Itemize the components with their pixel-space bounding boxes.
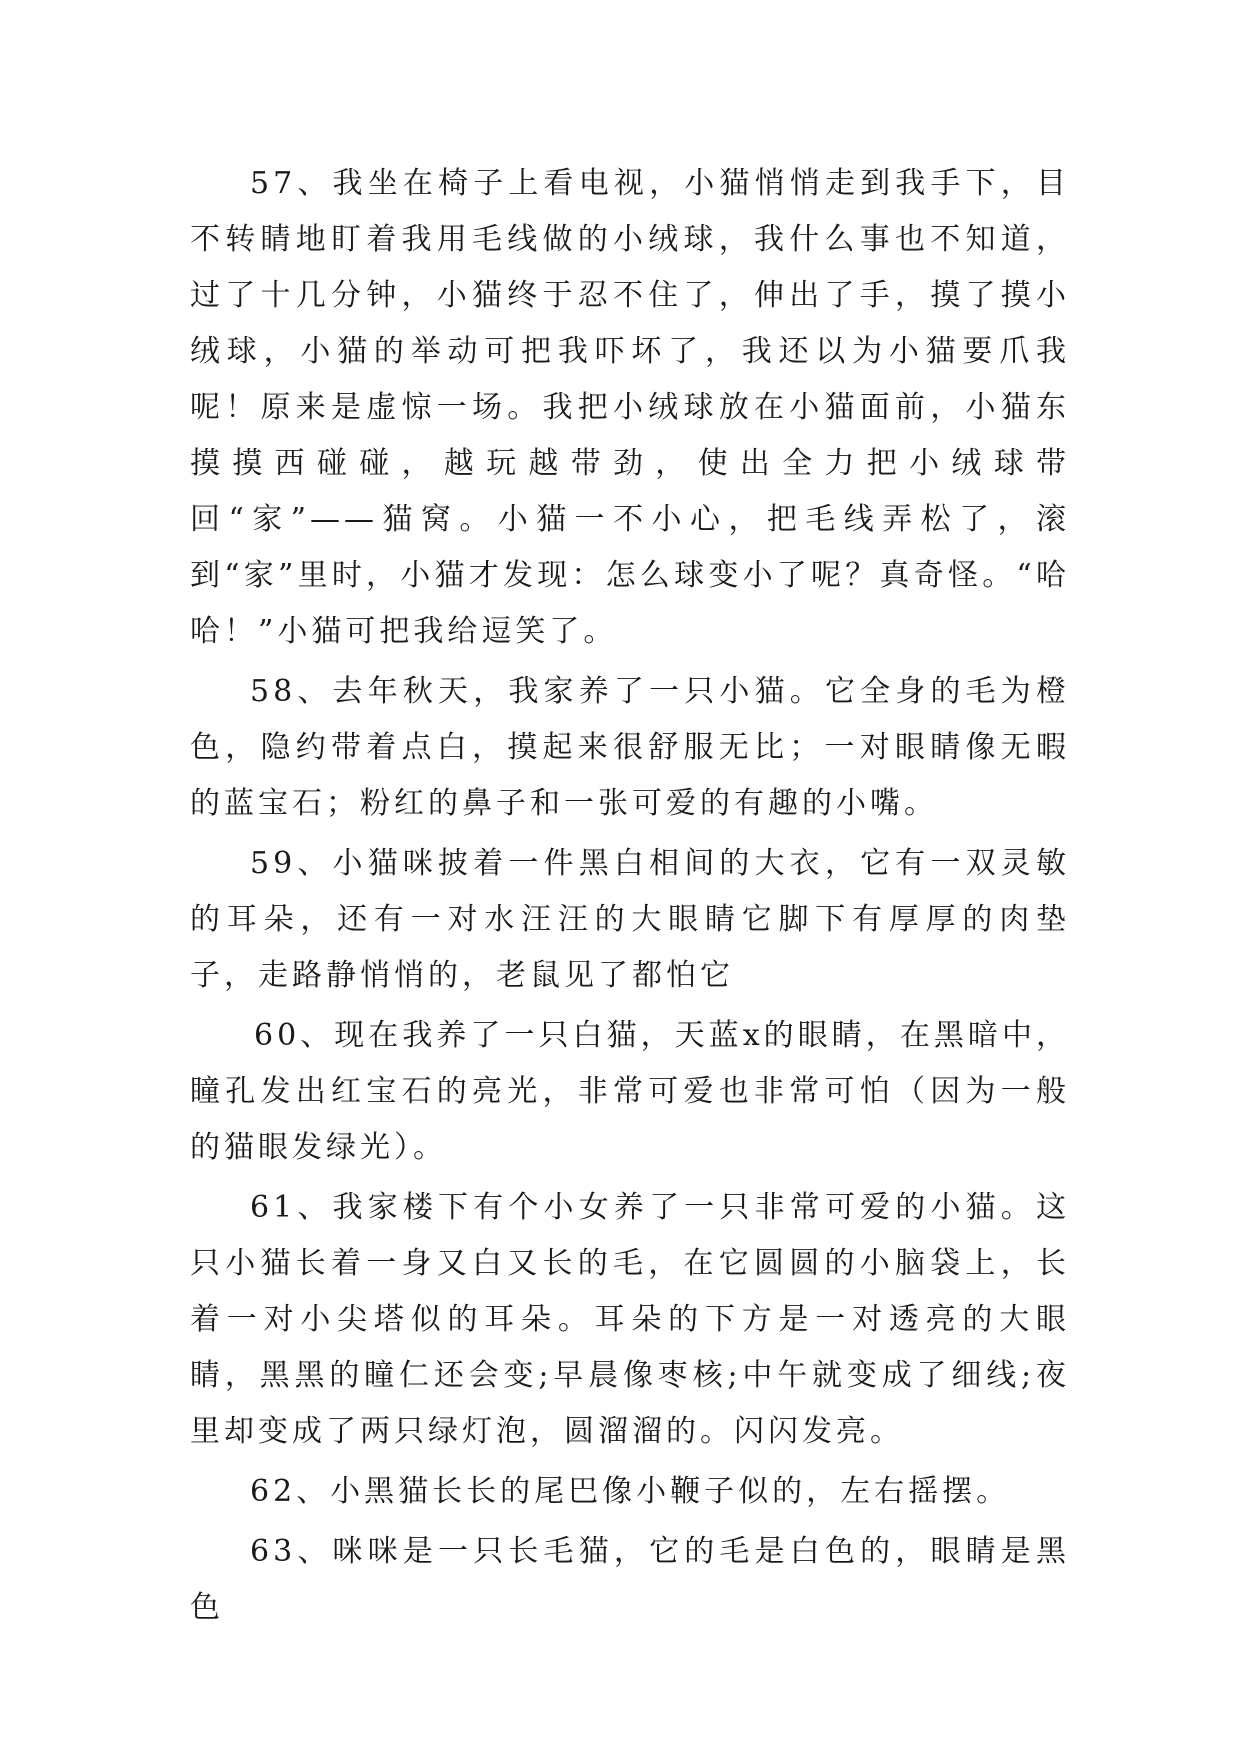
paragraph-58: 58、去年秋天，我家养了一只小猫。它全身的毛为橙色，隐约带着点白，摸起来很舒服无比；一对眼睛像无暇的蓝宝石；粉红的鼻子和一张可爱的有趣的小嘴。	[190, 674, 1070, 821]
paragraph-59: 59、小猫咪披着一件黑白相间的大衣，它有一双灵敏的耳朵，还有一对水汪汪的大眼睛它脚下有厚厚的肉垫子，走路静悄悄的，老鼠见了都怕它	[190, 846, 1070, 993]
paragraph-63: 63、咪咪是一只长毛猫，它的毛是白色的，眼睛是黑色	[190, 1534, 1070, 1625]
paragraph-62: 62、小黑猫长长的尾巴像小鞭子似的，左右摇摆。	[250, 1474, 1011, 1509]
paragraph-57: 57、我坐在椅子上看电视，小猫悄悄走到我手下，目不转睛地盯着我用毛线做的小绒球，我什么事也不知道，过了十几分钟，小猫终于忍不住了，伸出了手，摸了摸小绒球，小猫的举动可把我吓坏了，我还以为小猫要爪我呢！原来是虚惊一场。我把小绒球放在小猫面前，小猫东摸摸西碰碰，越玩越带劲，使出全力把小绒球带回“家”——猫窝。小猫一不小心，把毛线弄松了，滚到“家”里时，小猫才发现：怎么球变小了呢？真奇怪。“哈哈！”小猫可把我给逗笑了。	[190, 166, 1070, 649]
paragraph-61: 61、我家楼下有个小女养了一只非常可爱的小猫。这只小猫长着一身又白又长的毛，在它圆圆的小脑袋上，长着一对小尖塔似的耳朵。耳朵的下方是一对透亮的大眼睛，黑黑的瞳仁还会变;早晨像枣核;中午就变成了细线;夜里却变成了两只绿灯泡，圆溜溜的。闪闪发亮。	[190, 1190, 1070, 1449]
document-body	[190, 156, 1070, 1640]
paragraph-60: 60、现在我养了一只白猫，天蓝x的眼睛，在黑暗中，瞳孔发出红宝石的亮光，非常可爱也非常可怕（因为一般的猫眼发绿光）。	[190, 1018, 1070, 1165]
